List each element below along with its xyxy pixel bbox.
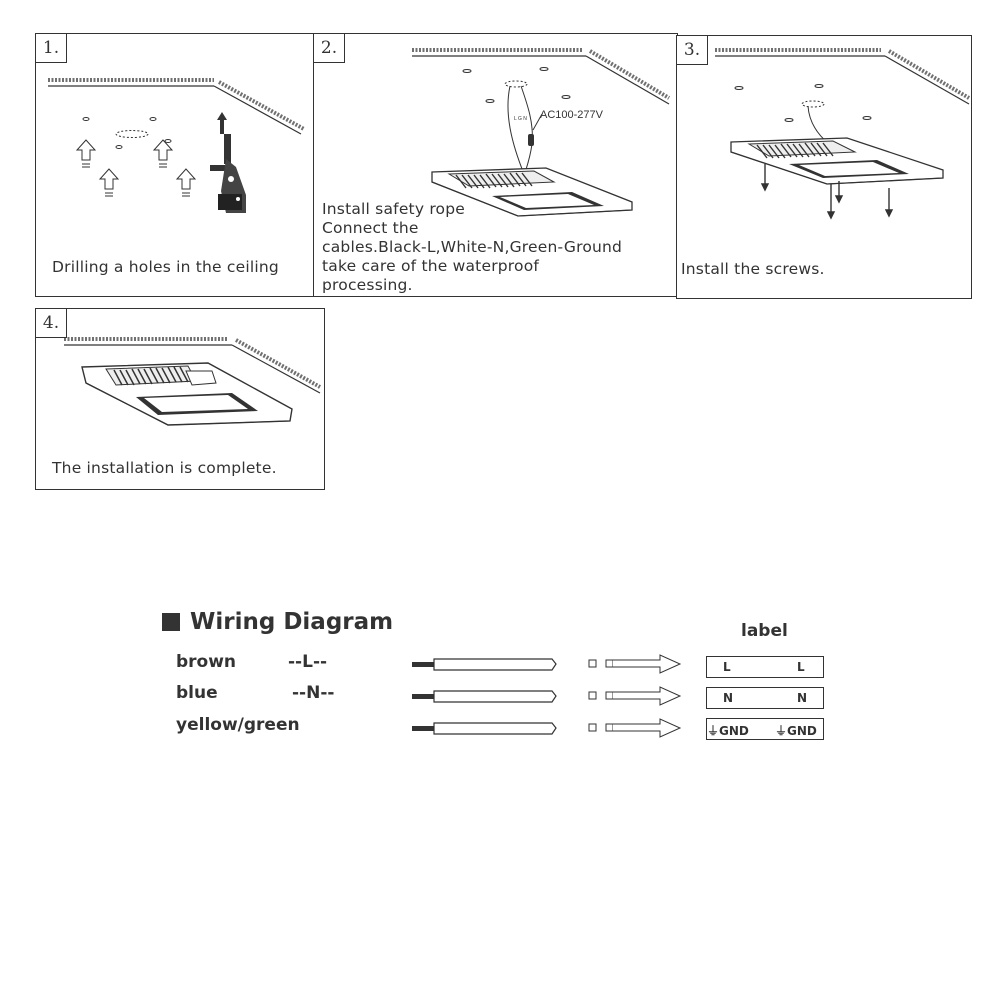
wire-code-n: --N-- (292, 683, 335, 703)
terminal-arrows (589, 655, 680, 737)
label-right: L (797, 660, 805, 674)
label-left: N (723, 691, 734, 705)
label-left: L (723, 660, 731, 674)
label-box-l (706, 656, 824, 678)
wire-color-brown: brown (176, 652, 237, 672)
step-number: 3. (677, 36, 708, 65)
step-caption: Drilling a holes in the ceiling (52, 258, 279, 276)
step-caption: The installation is complete. (52, 459, 277, 477)
voltage-label: AC100-277V (540, 109, 603, 121)
label-box-gnd (706, 718, 824, 740)
wiring-diagram-title-text: Wiring Diagram (190, 609, 394, 635)
label-header: label (741, 621, 788, 641)
label-box-n (706, 687, 824, 709)
wire-tags: L G N (514, 116, 527, 122)
step-caption: Install safety rope Connect the cables.Black-L,White-N,Green-Ground take care of the waterproof processing. (322, 200, 623, 294)
wire-color-yellow-green: yellow/green (176, 715, 300, 735)
wire-color-blue: blue (176, 683, 218, 703)
wire-code-l: --L-- (288, 652, 328, 672)
step-number: 1. (36, 34, 67, 63)
label-left: ⏚GND (707, 724, 749, 738)
label-right: ⏚GND (775, 724, 817, 738)
step-number: 2. (314, 34, 345, 63)
label-right: N (797, 691, 808, 705)
step-number: 4. (36, 309, 67, 338)
step-caption: Install the screws. (681, 260, 825, 278)
